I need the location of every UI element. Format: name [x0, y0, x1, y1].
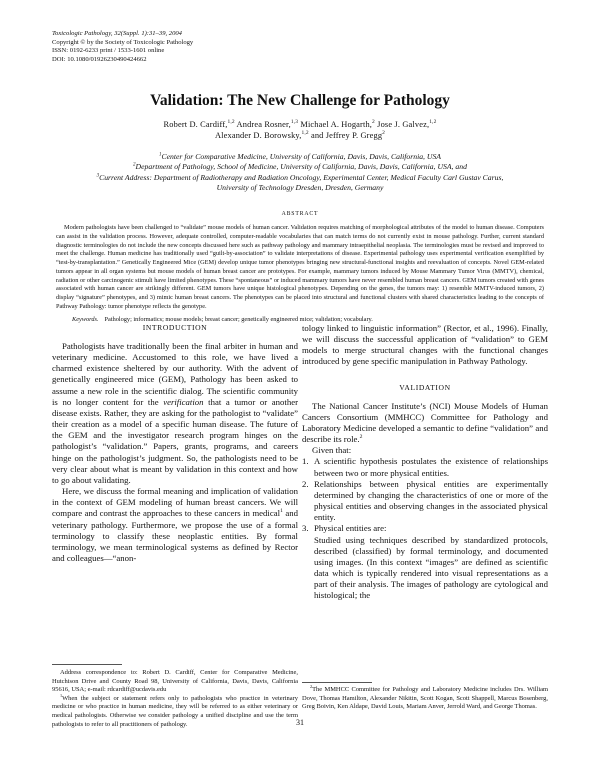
affiliation-2: $^2$Department of Pathology, School of Medicine, University of California, Davis, Davis, California, USA, and	[133, 162, 467, 172]
keywords-text: Pathology; informatics; mouse models; breast cancer; genetically engineered mice; validation; vocabulary.	[104, 316, 373, 323]
hypothesis-list	[302, 456, 548, 601]
validation-paragraph: The National Cancer Institute’s (NCI) Mouse Models of Human Cancers Consortium (MMHCC) Committee for Pathology and Laboratory Medicine developed a semantic to define “validation” and describe its role.$^2$	[302, 400, 548, 445]
footnote-1: $^1$When the subject or statement refers only to pathologists who practice in veterinary medicine or who practice in human medicine, they will be referred to as either veterinary or medical pathologists. Otherwise we consider pathology a unified discipline and use the term pathologists to refer to all practitioners of pathology.	[52, 692, 298, 728]
authors-line-1: Robert D. Cardiff,$^{1,2}$ Andrea Rosner,$^{1,3}$ Michael A. Hogarth,$^2$ Jose J. Galvez,$^{1,2}$	[163, 119, 437, 129]
abstract-heading: ABSTRACT	[281, 211, 319, 217]
list-item: 2. Relationships between physical entities are experimentally determined by changing the characteristics of one or more of the physical entities and observing changes in the associated physical entity.	[302, 478, 548, 523]
validation-heading: VALIDATION	[399, 382, 451, 392]
intro-paragraph-2: Here, we discuss the formal meaning and implication of validation in the context of GEM modeling of human breast cancers. We will compare and contrast the approaches to these cancers in medical$^1$ and veterinary pathology. Furthermore, we propose the use of a formal terminology to classify these neoplastic entities. By formal terminology, we mean terminological systems as defined by Rector and colleagues—“anon-	[52, 486, 298, 563]
author-list	[60, 119, 540, 141]
right-column	[302, 323, 548, 601]
intro-continuation: tology linked to linguistic information” (Rector, et al., 1996). Finally, we will discuss the successful application of “validation” to GEM models to merge structural changes with the functional changes introduced by gene specific manipulation in Pathway Pathology.	[302, 323, 548, 367]
article-title: Validation: The New Challenge for Pathology	[150, 92, 450, 109]
list-item: 3. Physical entities are:	[302, 523, 387, 534]
abstract-body: Modern pathologists have been challenged to “validate” mouse models of human cancer. Validation requires matching of morphological attributes of the model to human disease. Computers can assist in the validation process. However, adequate controlled, computer-readable vocabularies that can match terms do not currently exist in mouse pathology. Further, current standard diagnostic terminologies do not include the new concepts discussed here such as pathway pathology and mammary intraepithelial neoplasia. The terminologies must be revised and improved to meet the challenge. Human medicine has traditionally used “guilt-by-association” to validate interpretations of disease. Experimental pathology uses experimental verification exemplified by “test-by-transplantation.” Genetically Engineered Mice (GEM) develop unique tumor phenotypes bringing new structural-functional insights and reevaluation of concepts. Novel GEM-related tumors appear in all organ systems but mouse models of human breast cancer are prototypes. For example, mammary tumors induced by Mouse Mammary Tumor Virus (MMTV), chemical, radiation or other carcinogenic stimuli have limited phenotypes. These “spontaneous” or induced mammary tumors have never resembled human breast cancers. GEM tumors created with genes associated with human cancer are strikingly different. GEM tumors have unique histological phenotypes. Depending on the genes, the tumors may: 1) resemble MMTV-induced tumors, 2) display “signature” phenotypes, and 3) mimic human breast cancers. The phenotypes can be placed into structural and functional clusters with shared characteristics leading to the concepts of Pathway Pathology: tumor phenotype reflects the genotype.	[56, 224, 544, 310]
correspondence-footnote: Address correspondence to: Robert D. Cardiff, Center for Comparative Medicine, Hutchison Drive and County Road 98, University of California, Davis, Davis, California 95616, USA; e-mail: rdcardiff@ucdavis.edu	[52, 669, 298, 694]
introduction-heading: INTRODUCTION	[142, 323, 208, 332]
journal-citation: Toxicologic Pathology, 32(Suppl. 1):31–39, 2004	[52, 30, 182, 37]
affiliation-3: $^3$Current Address: Department of Radiotherapy and Radiation Oncology, Experimental Center, Medical Faculty Carl Gustav Carus,	[96, 172, 504, 182]
given-that: Given that:	[312, 445, 352, 456]
page-number: 31	[296, 718, 304, 727]
left-column	[52, 322, 298, 564]
intro-paragraph-1: Pathologists have traditionally been the final arbiter in human and veterinary medicine. Accustomed to this role, we have lived a charmed existence sheltered by our authority. With the advent of genetically engineered mice (GEM), Pathology has been asked to assume a new role in the scientific dialog. The scientific community is no longer content for the verification that a tumor or another disease exists. Rather, they are asking for the pathologist to “validate” their creation as a model of a specific human disease. The future of the GEM and the investigator research program hinges on the pathologist’s “validation.” Papers, grants, programs, and careers hinge on the pathologist’s judgment. So, the pathologists need to be very clear about what is meant by validation in this context and how to go about validating.	[52, 341, 298, 485]
left-footnote-rule	[52, 664, 122, 665]
affiliations	[40, 152, 560, 194]
right-footnotes	[302, 683, 548, 712]
copyright-line: Copyright © by the Society of Toxicologic Pathology	[52, 38, 194, 46]
doi-line: DOI: 10.1080/01926230490424662	[52, 55, 147, 63]
right-footnote-rule	[302, 682, 372, 683]
affiliation-1: $^1$Center for Comparative Medicine, University of California, Davis, Davis, California, USA	[158, 152, 441, 161]
journal-header	[52, 30, 193, 64]
list-item: 1. A scientific hypothesis postulates the existence of relationships between two or more physical entities.	[302, 456, 548, 478]
abstract-text	[56, 224, 544, 312]
authors-line-2: Alexander D. Borowsky,$^{1,2}$ and Jeffrey P. Gregg$^2$	[214, 130, 386, 140]
list-item-subtext: Studied using techniques described by standardized protocols, described (classified) by formal terminology, and documented using images. (In this context “images” are defined as scientific data which is typically rendered into visual representations as a part of their analysis. The images of pathology are cytological and histological; the	[314, 534, 548, 601]
footnote-2: $^2$The MMHCC Committee for Pathology and Laboratory Medicine includes Drs. William Dove, Thomas Hamilton, Alexander Nikitin, Scott Kogan, Scott Shappell, Marcus Bosenberg, Greg Boivin, Ken Aldape, David Louis, Mariam Anver, Jerrold Ward, and George Thomas.	[302, 683, 548, 711]
affiliation-3-cont: University of Technology Dresden, Dresden, Germany	[216, 183, 384, 193]
keywords-label: Keywords.	[72, 316, 99, 323]
issn-line: ISSN: 0192-6233 print / 1533-1601 online	[52, 47, 165, 55]
